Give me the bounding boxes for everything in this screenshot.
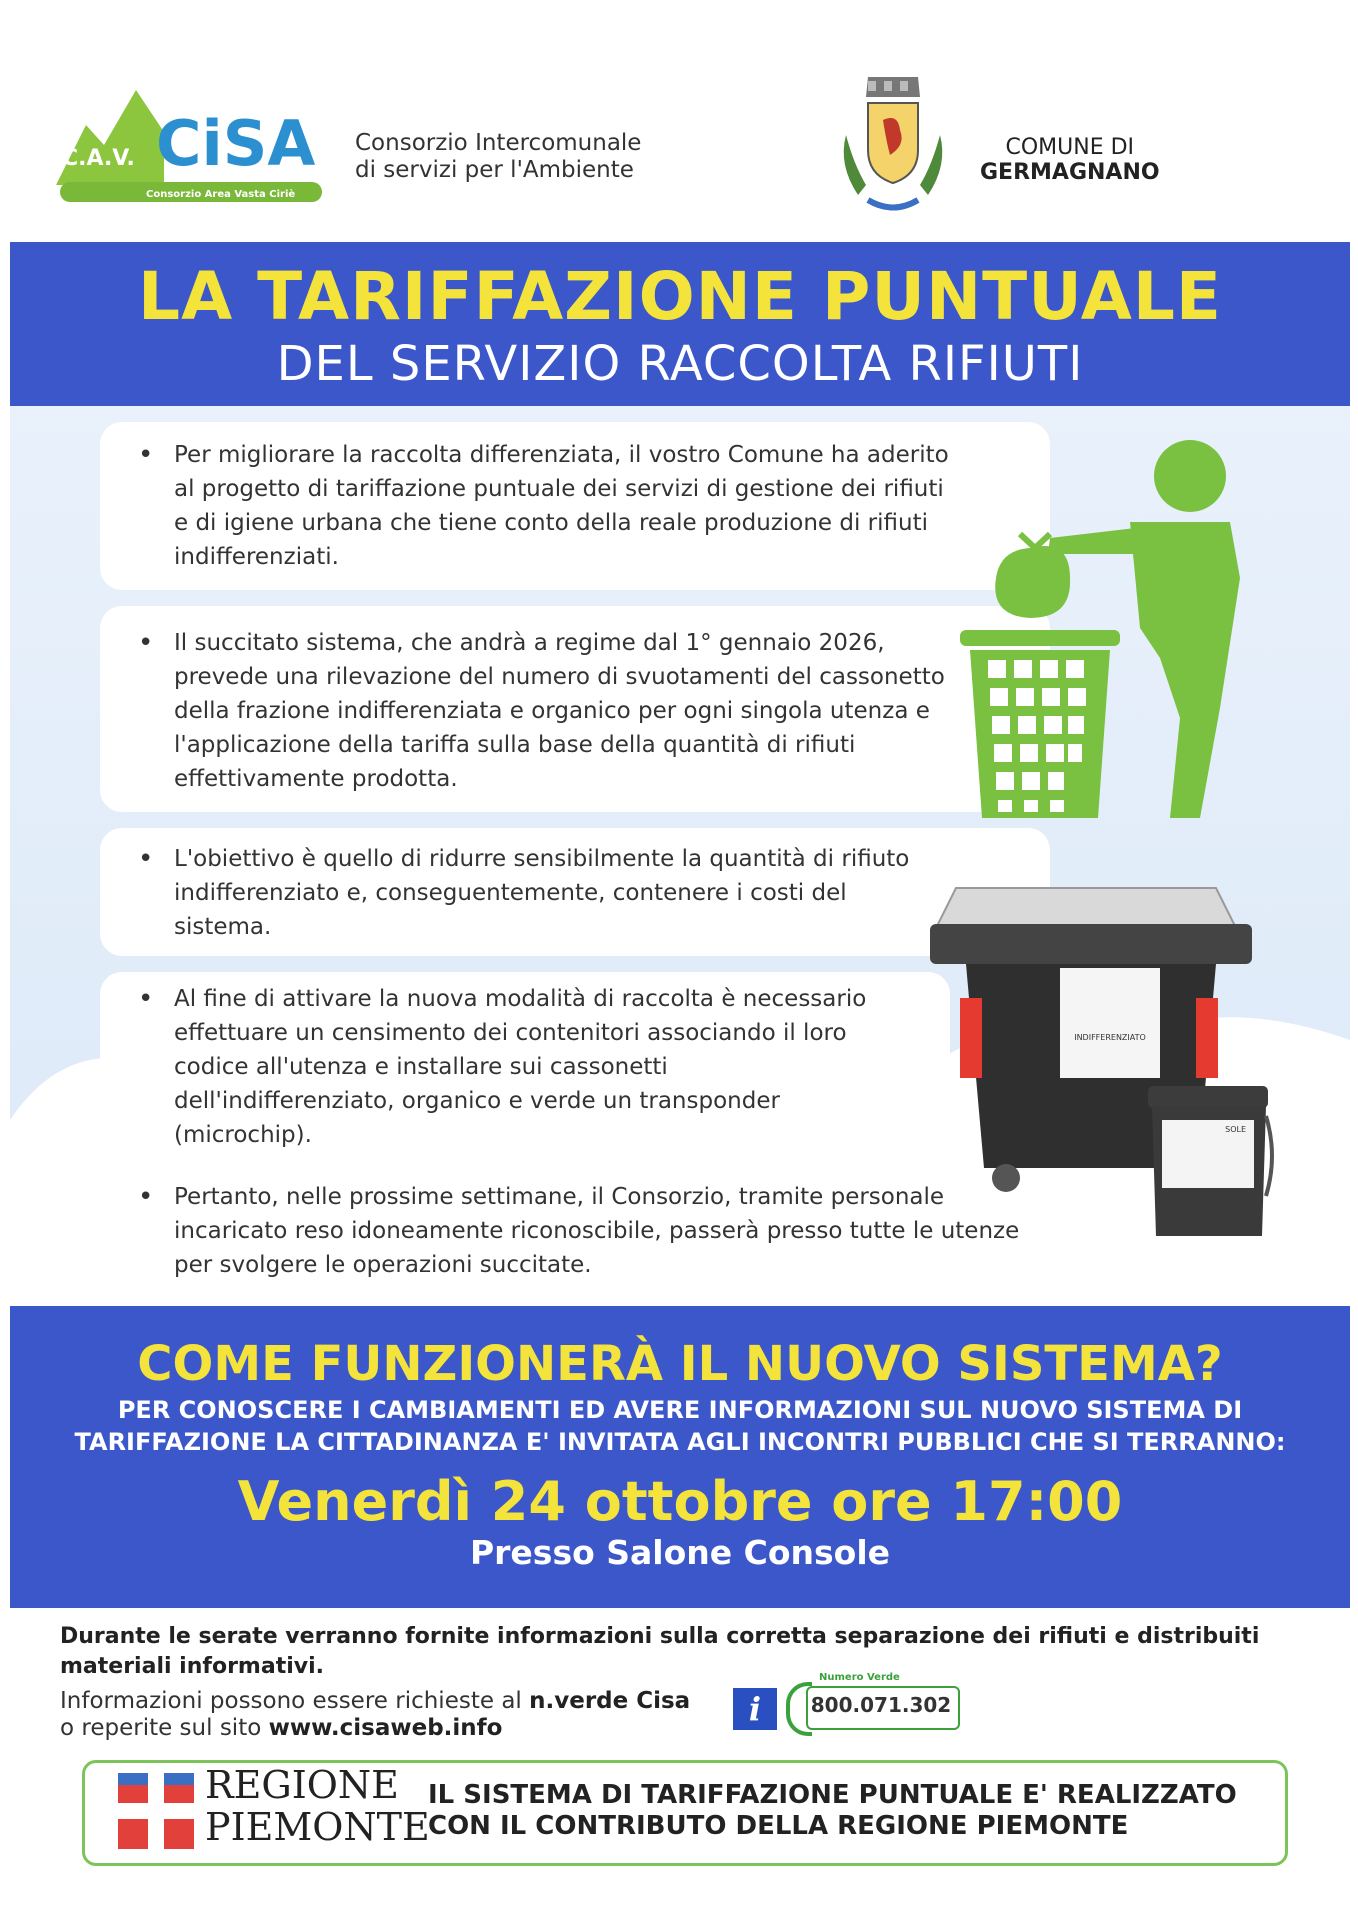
comune-line2 [980,160,1160,185]
bullet-item: • L'obiettivo è quello di ridurre sensibilmente la quantità di rifiuto indifferenziato e, conseguentemente, contenere i costi del sistema. [138,842,934,944]
comune-line1: COMUNE DI [1005,135,1135,160]
regione-piemonte-logo-icon [118,1773,194,1849]
bullet-item: • Per migliorare la raccolta differenziata, il vostro Comune ha aderito al progetto di tariffazione puntuale dei servizi di gestione dei rifiuti e di igiene urbana che tiene conto della reale produzione di rifiuti indifferenziati. [138,438,964,574]
cisa-tag: Consorzio Area Vasta Ciriè [146,189,296,200]
contact-prefix: Informazioni possono essere richieste al [60,1688,530,1714]
during-note: Durante le serate verranno fornite informazioni sulla corretta separazione dei rifiuti e distribuiti materiali informativi. [60,1624,1260,1679]
cisa-logo [56,90,326,205]
germagnano-crest-icon [828,75,958,235]
cisa-sub-line1: Consorzio Intercomunale [355,130,642,156]
page-subtitle: DEL SERVIZIO RACCOLTA RIFIUTI [276,336,1084,392]
event-info-line2: TARIFFAZIONE LA CITTADINANZA E' INVITATA AGLI INCONTRI PUBBLICI CHE SI TERRANNO: [74,1428,1286,1456]
footer-text [428,1780,1237,1842]
bullet-item: • Pertanto, nelle prossime settimane, il Consorzio, tramite personale incaricato reso idoneamente riconoscibile, passerà presso tutte le utenze per svolgere le operazioni succitate. [138,1180,1054,1282]
bullet-item: • Il succitato sistema, che andrà a regime dal 1° gennaio 2026, prevede una rilevazione del numero di svuotamenti del cassonetto della frazione indifferenziata e organico per ogni singola utenza e l'applicazione della tariffa sulla base della quantità di rifiuti effettivamente prodotta. [138,626,974,796]
cisa-description [355,130,641,184]
comune-name [980,135,1160,185]
contact-info [60,1688,690,1742]
contact-bold: n.verde Cisa [529,1688,691,1714]
regione-line1: REGIONE [205,1763,399,1807]
footer-line2: CON IL CONTRIBUTO DELLA REGIONE PIEMONTE [428,1811,1129,1841]
event-date: Venerdì 24 ottobre ore 17:00 [237,1470,1123,1533]
recycling-person-icon [960,438,1260,828]
small-waste-bin-icon [1148,1086,1278,1242]
phone-number[interactable]: 800.071.302 [810,1693,952,1717]
page-title: LA TARIFFAZIONE PUNTUALE [138,258,1222,335]
bullet-item: • Al fine di attivare la nuova modalità di raccolta è necessario effettuare un censimento dei contenitori associando il loro codice all'utenza e installare sui cassonetti dell'indifferenziato, organico e verde un transponder (microchip). [138,982,874,1152]
info-icon: i [733,1688,777,1730]
cisa-text: CiSA [156,107,316,180]
comune-bold: GERMAGNANO [980,160,1160,185]
site-link[interactable]: www.cisaweb.info [268,1715,503,1741]
event-info-line1: PER CONOSCERE I CAMBIAMENTI ED AVERE INFORMAZIONI SUL NUOVO SISTEMA DI [117,1396,1243,1424]
phone-label: Numero Verde [816,1672,903,1683]
cisa-sub-line2: di servizi per l'Ambiente [355,157,634,183]
regione-name [205,1764,430,1848]
event-question: COME FUNZIONERÀ IL NUOVO SISTEMA? [137,1336,1223,1392]
contact-line1 [60,1688,690,1715]
cav-text: C.A.V. [62,146,135,171]
small-bin-label: SOLE [1225,1125,1246,1134]
footer-line1: IL SISTEMA DI TARIFFAZIONE PUNTUALE E' REALIZZATO [428,1780,1237,1810]
event-place: Presso Salone Console [469,1533,891,1572]
regione-line2: PIEMONTE [205,1805,430,1849]
bin-label-text: INDIFFERENZIATO [1074,1033,1146,1042]
contact-line2 [60,1715,690,1742]
site-prefix: o reperite sul sito [60,1715,269,1741]
event-info [10,1394,1350,1458]
